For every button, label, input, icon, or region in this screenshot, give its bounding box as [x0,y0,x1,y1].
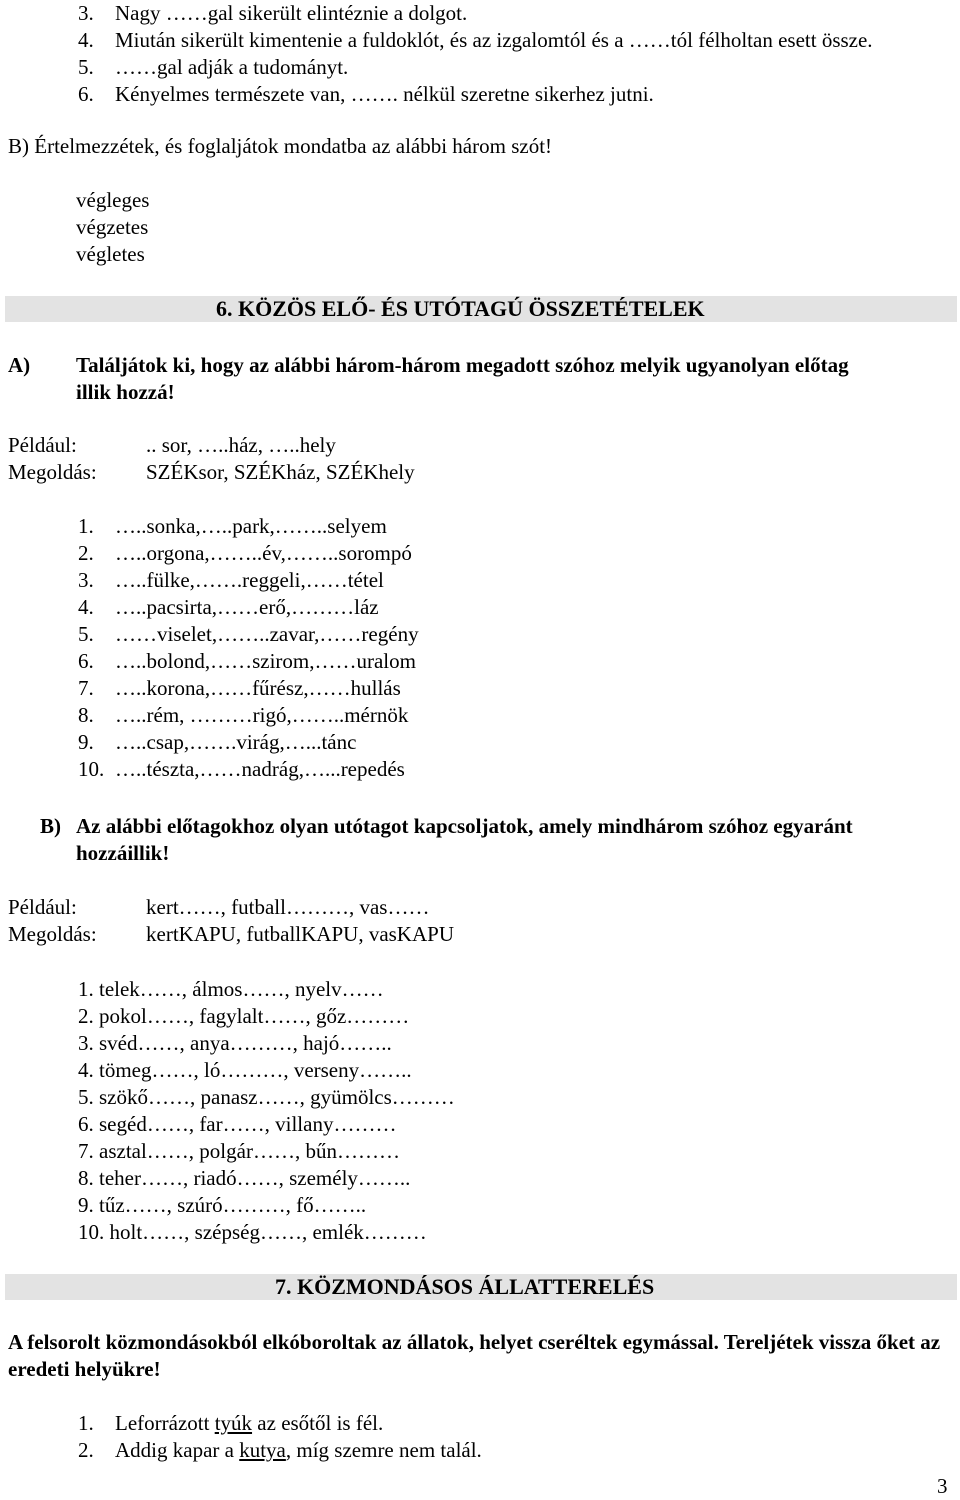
list-number: 3. [78,1,94,25]
exercise-item [78,540,412,567]
example-label: Például: [8,433,77,457]
proverb-text-end: , míg szemre nem talál. [285,1438,482,1462]
exercise-item [78,567,384,594]
word-item: végzetes [76,215,149,239]
exercise-item: 5. szökő……, panasz……, gyümölcs……… [78,1085,455,1109]
exercise-item: 4. tömeg……, ló………, verseny…….. [78,1058,412,1082]
item-number: 4. [78,595,94,619]
word-item: végleges [76,188,150,212]
exercise-item [78,648,416,675]
list-number: 5. [78,55,94,79]
section-title: 7. KÖZMONDÁSOS ÁLLATTERELÉS [275,1274,655,1299]
exercise-item: 8. teher……, riadó……, személy…….. [78,1166,411,1190]
item-number: 5. [78,622,94,646]
example-text: kert……, futball………, vas…… [146,895,430,919]
exercise-item: 9. tűz……, szúró………, fő…….. [78,1193,367,1217]
list-item [78,54,348,81]
exercise-item [78,594,379,621]
list-number: 6. [78,82,94,106]
exercise-item [78,756,405,783]
word-item: végletes [76,242,145,266]
item-number: 2. [78,1438,94,1462]
item-number: 2. [78,541,94,565]
section-b-heading: B) Értelmezzétek, és foglaljátok mondatba az alábbi három szót! [8,134,553,158]
section-7-instruction: A felsorolt közmondásokból elkóboroltak az állatok, helyet cseréltek egymással. Tereljétek vissza őket az eredeti helyükre! [8,1330,941,1381]
item-number: 10. [78,757,105,781]
list-item [78,27,873,54]
exercise-item [78,675,401,702]
list-text: ……gal adják a tudományt. [115,55,349,79]
solution-label: Megoldás: [8,460,97,484]
item-number: 6. [78,649,94,673]
section-a-instruction-line1: Találjátok ki, hogy az alábbi három-három megadott szóhoz melyik ugyanolyan előtag [76,353,849,377]
exercise-item: 3. svéd……, anya………, hajó…….. [78,1031,392,1055]
item-number: 1. [78,1411,94,1435]
list-text: Kényelmes természete van, ……. nélkül szeretne sikerhez jutni. [115,82,654,106]
item-number: 3. [78,568,94,592]
example-label: Például: [8,895,77,919]
item-number: 8. [78,703,94,727]
item-number: 7. [78,676,94,700]
exercise-item [78,513,387,540]
item-text: …..csap,…….virág,…...tánc [115,730,357,754]
exercise-item [78,702,408,729]
section-7-title-band [5,1274,957,1300]
proverb-text-end: az esőtől is fél. [252,1411,384,1435]
section-6-title-band [5,296,957,322]
solution-text: SZÉKsor, SZÉKház, SZÉKhely [146,460,415,484]
exercise-item: 1. telek……, álmos……, nyelv…… [78,977,384,1001]
exercise-item: 10. holt……, szépség……, emlék……… [78,1220,427,1244]
proverb-text-start: Addig kapar a [115,1438,240,1462]
item-text: …..pacsirta,……erő,………láz [115,595,379,619]
list-text: Nagy ……gal sikerült elintéznie a dolgot. [115,1,468,25]
proverb-item [78,1410,383,1437]
item-text: …..tészta,……nadrág,…...repedés [115,757,405,781]
item-text: …..bolond,……szirom,……uralom [115,649,416,673]
item-text: …..orgona,……..év,……..sorompó [115,541,412,565]
exercise-item [78,729,356,756]
section-a-instruction-line2: illik hozzá! [76,380,175,404]
proverb-animal: kutya [239,1438,286,1462]
item-text: …..fülke,…….reggeli,……tétel [115,568,384,592]
section-b2-instruction-line1: Az alábbi előtagokhoz olyan utótagot kapcsoljatok, amely mindhárom szóhoz egyaránt [76,814,853,838]
item-text: …..rém, ………rigó,……..mérnök [115,703,409,727]
section-title: 6. KÖZÖS ELŐ- ÉS UTÓTAGÚ ÖSSZETÉTELEK [216,296,705,321]
proverb-item [78,1437,482,1464]
list-item [78,0,467,27]
proverb-text-start: Leforrázott [115,1411,215,1435]
solution-label: Megoldás: [8,922,97,946]
page-number: 3 [937,1474,948,1498]
item-text: …..sonka,…..park,……..selyem [115,514,387,538]
exercise-item: 2. pokol……, fagylalt……, gőz……… [78,1004,410,1028]
item-number: 9. [78,730,94,754]
list-item [78,81,654,108]
list-number: 4. [78,28,94,52]
exercise-item: 7. asztal……, polgár……, bűn……… [78,1139,400,1163]
item-number: 1. [78,514,94,538]
item-text: …..korona,……fűrész,……hullás [115,676,401,700]
proverb-animal: tyúk [214,1411,253,1435]
section-b2-label: B) [40,814,61,838]
section-b2-instruction-line2: hozzáillik! [76,841,170,865]
example-text: .. sor, …..ház, …..hely [146,433,336,457]
solution-text: kertKAPU, futballKAPU, vasKAPU [146,922,454,946]
list-text: Miután sikerült kimentenie a fuldoklót, és az izgalomtól és a ……tól félholtan esett össze. [115,28,873,52]
item-text: ……viselet,……..zavar,……regény [115,622,419,646]
exercise-item: 6. segéd……, far……, villany……… [78,1112,397,1136]
section-a-label: A) [8,353,31,377]
exercise-item [78,621,419,648]
